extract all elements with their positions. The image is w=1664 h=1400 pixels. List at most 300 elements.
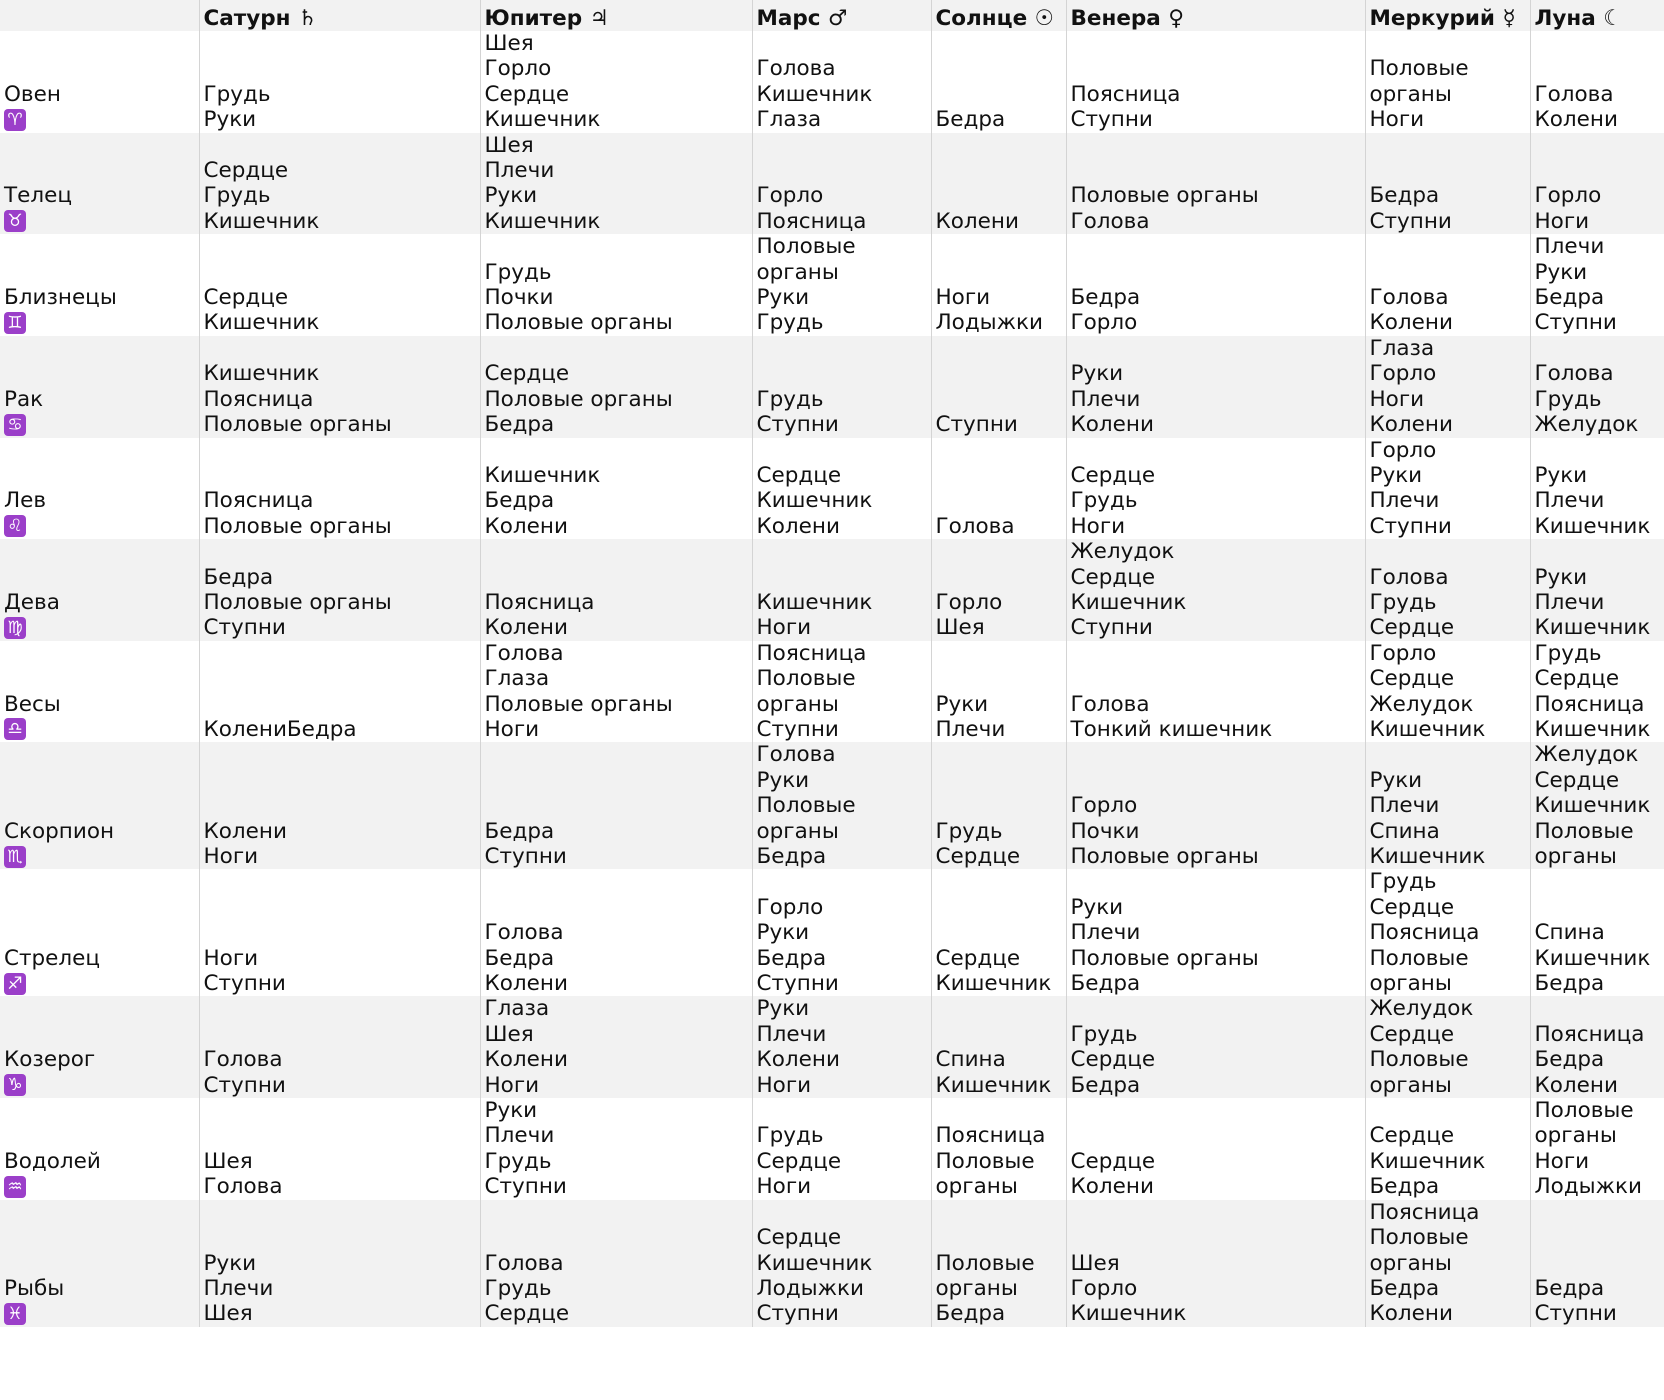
zodiac-sign-cell: [0, 1200, 199, 1327]
body-part-text: Грудь: [1070, 488, 1138, 514]
table-body: [0, 31, 1664, 1327]
body-part-text: Поясница: [203, 386, 314, 412]
body-part-text: Горло: [1369, 437, 1437, 463]
body-part-text: Кишечник: [203, 310, 320, 336]
body-part-text: Лодыжки: [935, 310, 1043, 336]
body-parts-cell: [1530, 133, 1664, 235]
body-part-text: Половые: [1534, 818, 1634, 844]
body-part-text: Бедра: [1534, 971, 1605, 997]
body-parts-cell: [1066, 133, 1365, 235]
body-part-text: Горло: [1070, 1275, 1138, 1301]
body-parts-cell: [1530, 1098, 1664, 1200]
body-part-text: Кишечник: [1534, 513, 1651, 539]
body-part-text: Шея: [935, 615, 985, 641]
body-part-text: Кишечник: [1070, 589, 1187, 615]
body-part-text: Ступни: [1070, 615, 1153, 641]
body-parts-cell: [752, 1200, 931, 1327]
body-parts-cell: [752, 641, 931, 743]
body-part-text: Половые органы: [203, 412, 392, 438]
body-part-text: Ступни: [1534, 310, 1617, 336]
body-part-text: Горло: [756, 894, 824, 920]
body-parts-cell: [1066, 996, 1365, 1098]
body-part-text: Кишечник: [1534, 945, 1651, 971]
body-parts-cell: [480, 438, 752, 540]
body-part-text: Руки: [484, 1098, 538, 1124]
body-part-text: Шея: [203, 1301, 253, 1327]
zodiac-sign-icon: ♑: [4, 1074, 26, 1096]
body-part-text: Руки: [1534, 462, 1588, 488]
body-part-text: Ступни: [1369, 513, 1452, 539]
zodiac-sign-cell: [0, 641, 199, 743]
body-parts-cell: [1066, 234, 1365, 336]
body-part-text: Голова: [203, 1047, 283, 1073]
body-part-text: Плечи: [1070, 920, 1141, 946]
body-parts-cell: [480, 234, 752, 336]
body-part-text: Колени: [1369, 310, 1453, 336]
body-parts-cell: [1365, 539, 1530, 641]
column-header: Солнце ☉: [931, 0, 1066, 31]
body-part-text: Бедра: [484, 945, 555, 971]
body-part-text: Лодыжки: [756, 1275, 864, 1301]
body-part-text: Кишечник: [935, 971, 1052, 997]
zodiac-glyph-line: [4, 1301, 199, 1326]
body-part-text: Ноги: [756, 1174, 812, 1200]
body-part-text: Половые: [1369, 945, 1469, 971]
body-part-text: Ступни: [1070, 107, 1153, 133]
body-part-text: Кишечник: [1070, 1301, 1187, 1327]
body-part-text: органы: [935, 1174, 1018, 1200]
body-part-text: Голова: [756, 56, 836, 82]
body-parts-cell: [931, 1200, 1066, 1327]
zodiac-sign-cell: [0, 336, 199, 438]
body-part-text: Плечи: [1369, 488, 1440, 514]
body-part-text: Голова: [1070, 208, 1150, 234]
body-part-text: Сердце: [203, 158, 289, 184]
body-part-text: Колени: [756, 513, 840, 539]
zodiac-sign-cell: [0, 1098, 199, 1200]
body-part-text: Половые органы: [203, 589, 392, 615]
body-part-text: Ноги: [935, 285, 991, 311]
zodiac-glyph-line: [4, 412, 199, 437]
body-part-text: Сердце: [1369, 1021, 1455, 1047]
body-parts-cell: [1066, 31, 1365, 133]
body-part-text: Половые органы: [1070, 945, 1259, 971]
zodiac-sign-cell: [0, 539, 199, 641]
body-part-text: Кишечник: [756, 1250, 873, 1276]
body-part-text: Голова: [484, 920, 564, 946]
body-part-text: Грудь: [935, 818, 1003, 844]
body-part-text: Плечи: [1534, 234, 1605, 260]
zodiac-sign-name: Овен: [4, 81, 61, 107]
zodiac-sign-icon: ♐: [4, 973, 26, 995]
zodiac-glyph-line: [4, 514, 199, 539]
zodiac-sign-icon: ♓: [4, 1303, 26, 1325]
body-part-text: Плечи: [1534, 589, 1605, 615]
body-part-text: Шея: [1070, 1250, 1120, 1276]
body-part-text: Сердце: [935, 844, 1021, 869]
zodiac-sign-icon: ♊: [4, 312, 26, 334]
body-part-text: Горло: [935, 589, 1003, 615]
column-header: Луна ☾: [1530, 0, 1664, 31]
body-parts-cell: [199, 539, 480, 641]
body-parts-cell: [752, 234, 931, 336]
body-part-text: Голова: [935, 513, 1015, 539]
body-part-text: Голова: [1369, 285, 1449, 311]
body-part-text: Ноги: [756, 615, 812, 641]
body-part-text: Плечи: [203, 1275, 274, 1301]
body-part-text: Глаза: [484, 996, 550, 1022]
body-parts-cell: [199, 742, 480, 869]
body-part-text: Глаза: [1369, 335, 1435, 361]
body-parts-cell: [1066, 1200, 1365, 1327]
body-part-text: Грудь: [203, 81, 271, 107]
zodiac-glyph-line: [4, 615, 199, 640]
body-part-text: Сердце: [203, 285, 289, 311]
body-parts-cell: [931, 641, 1066, 743]
body-parts-cell: [752, 133, 931, 235]
zodiac-glyph-line: [4, 107, 199, 132]
body-part-text: Поясница: [935, 1123, 1046, 1149]
body-parts-cell: [480, 1098, 752, 1200]
body-part-text: Сердце: [1070, 564, 1156, 590]
body-part-text: Ноги: [203, 945, 259, 971]
body-parts-cell: [1365, 336, 1530, 438]
body-part-text: Колени: [1534, 1072, 1618, 1098]
body-parts-cell: [1365, 1200, 1530, 1327]
body-part-text: Грудь: [1369, 869, 1437, 895]
body-parts-cell: [931, 133, 1066, 235]
body-part-text: Поясница: [756, 208, 867, 234]
body-part-text: Почки: [484, 285, 554, 311]
body-part-text: Руки: [1070, 361, 1124, 387]
body-part-text: Спина: [935, 1047, 1006, 1073]
body-part-text: Колени: [484, 513, 568, 539]
body-part-text: Плечи: [484, 158, 555, 184]
zodiac-glyph-line: [4, 971, 199, 996]
body-parts-cell: [1365, 438, 1530, 540]
body-part-text: Руки: [756, 920, 810, 946]
body-part-text: органы: [756, 691, 839, 717]
zodiac-sign-name: Близнецы: [4, 285, 117, 311]
body-part-text: Бедра: [1070, 971, 1141, 997]
body-part-text: Кишечник: [1534, 793, 1651, 819]
zodiac-sign-icon: ♎: [4, 718, 26, 740]
body-parts-cell: [199, 438, 480, 540]
body-part-text: Плечи: [484, 1123, 555, 1149]
body-part-text: Ноги: [1534, 1148, 1590, 1174]
body-part-text: Горло: [1534, 183, 1602, 209]
body-part-text: органы: [935, 1275, 1018, 1301]
zodiac-sign-name: Стрелец: [4, 945, 101, 971]
body-part-text: Желудок: [1369, 996, 1474, 1022]
body-parts-cell: [1365, 1098, 1530, 1200]
body-part-text: Половые органы: [484, 310, 673, 336]
body-parts-cell: [1066, 641, 1365, 743]
body-part-text: Ступни: [203, 1072, 286, 1098]
body-part-text: Грудь: [756, 386, 824, 412]
body-part-text: Грудь: [756, 310, 824, 336]
body-part-text: органы: [1369, 1250, 1452, 1276]
zodiac-glyph-line: [4, 717, 199, 742]
body-parts-cell: [1365, 234, 1530, 336]
body-parts-cell: [931, 234, 1066, 336]
body-part-text: Голова: [203, 1174, 283, 1200]
zodiac-sign-icon: ♒: [4, 1176, 26, 1198]
body-part-text: Колени: [1369, 412, 1453, 438]
zodiac-sign-cell: [0, 31, 199, 133]
body-part-text: Кишечник: [1369, 1148, 1486, 1174]
body-part-text: Ступни: [935, 412, 1018, 438]
body-part-text: Поясница: [203, 488, 314, 514]
body-parts-cell: [752, 869, 931, 996]
body-part-text: Половые органы: [1070, 183, 1259, 209]
body-part-text: Желудок: [1070, 539, 1175, 565]
body-parts-cell: [752, 438, 931, 540]
body-part-text: Спина: [1369, 818, 1440, 844]
body-part-text: Бедра: [1534, 1047, 1605, 1073]
table-row: [0, 869, 1664, 996]
column-header: Юпитер ♃: [480, 0, 752, 31]
body-part-text: органы: [756, 818, 839, 844]
body-part-text: Кишечник: [1534, 716, 1651, 742]
body-parts-cell: [199, 31, 480, 133]
body-part-text: Бедра: [756, 844, 827, 869]
body-part-text: Руки: [1369, 462, 1423, 488]
body-part-text: Половые органы: [484, 691, 673, 717]
body-part-text: Плечи: [935, 716, 1006, 742]
table-row: [0, 1098, 1664, 1200]
body-parts-cell: [1530, 539, 1664, 641]
body-parts-cell: [1066, 869, 1365, 996]
zodiac-sign-icon: ♍: [4, 617, 26, 639]
body-part-text: Колени: [203, 818, 287, 844]
body-part-text: Голова: [756, 742, 836, 768]
body-parts-cell: [1066, 1098, 1365, 1200]
body-part-text: Грудь: [1534, 640, 1602, 666]
body-part-text: Кишечник: [1534, 615, 1651, 641]
body-part-text: Половые: [756, 793, 856, 819]
body-parts-cell: [1066, 742, 1365, 869]
body-part-text: Кишечник: [484, 208, 601, 234]
body-parts-cell: [1365, 742, 1530, 869]
body-part-text: Ступни: [484, 1174, 567, 1200]
body-part-text: Кишечник: [484, 462, 601, 488]
body-parts-cell: [199, 1098, 480, 1200]
zodiac-sign-icon: ♋: [4, 414, 26, 436]
body-part-text: Бедра: [1369, 1275, 1440, 1301]
body-part-text: Бедра: [1534, 1275, 1605, 1301]
body-parts-cell: [931, 336, 1066, 438]
body-parts-cell: [752, 539, 931, 641]
body-part-text: Руки: [756, 767, 810, 793]
body-parts-cell: [199, 336, 480, 438]
body-part-text: Ноги: [484, 1072, 540, 1098]
table-row: [0, 1200, 1664, 1327]
body-part-text: Ноги: [1070, 513, 1126, 539]
body-parts-cell: [1530, 234, 1664, 336]
body-part-text: Поясница: [1369, 1199, 1480, 1225]
body-parts-cell: [480, 641, 752, 743]
table-row: [0, 234, 1664, 336]
zodiac-glyph-line: [4, 1174, 199, 1199]
table-row: [0, 742, 1664, 869]
zodiac-sign-name: Телец: [4, 183, 72, 209]
body-part-text: Половые органы: [203, 513, 392, 539]
body-parts-cell: [1530, 31, 1664, 133]
body-part-text: Шея: [484, 31, 534, 56]
body-part-text: Сердце: [756, 1225, 842, 1251]
body-part-text: Грудь: [484, 1275, 552, 1301]
table-row: [0, 336, 1664, 438]
table-row: [0, 133, 1664, 235]
body-part-text: Грудь: [1070, 1021, 1138, 1047]
body-part-text: Половые: [1369, 56, 1469, 82]
body-part-text: Бедра: [484, 818, 555, 844]
body-part-text: органы: [1369, 1072, 1452, 1098]
body-parts-cell: [480, 996, 752, 1098]
body-part-text: Ступни: [203, 615, 286, 641]
body-part-text: Руки: [1369, 767, 1423, 793]
zodiac-glyph-line: [4, 1073, 199, 1098]
body-part-text: Руки: [203, 1250, 257, 1276]
body-part-text: Голова: [1534, 81, 1614, 107]
body-parts-cell: [480, 1200, 752, 1327]
body-part-text: Бедра: [756, 945, 827, 971]
body-part-text: Ступни: [756, 1301, 839, 1327]
body-part-text: органы: [756, 259, 839, 285]
body-part-text: Ноги: [1534, 208, 1590, 234]
body-part-text: Бедра: [1070, 1072, 1141, 1098]
body-part-text: Руки: [1534, 564, 1588, 590]
body-parts-cell: [1066, 539, 1365, 641]
body-parts-cell: [480, 336, 752, 438]
body-part-text: Кишечник: [1369, 844, 1486, 869]
body-parts-cell: [480, 133, 752, 235]
zodiac-sign-cell: [0, 869, 199, 996]
body-part-text: Почки: [1070, 818, 1140, 844]
body-part-text: Голова: [484, 1250, 564, 1276]
table-row: [0, 31, 1664, 133]
body-part-text: органы: [1369, 81, 1452, 107]
body-part-text: Сердце: [1070, 1148, 1156, 1174]
body-part-text: Бедра: [484, 412, 555, 438]
body-part-text: Руки: [203, 107, 257, 133]
body-part-text: Сердце: [1369, 615, 1455, 641]
body-part-text: Половые: [756, 666, 856, 692]
body-part-text: Поясница: [1534, 691, 1645, 717]
body-part-text: Шея: [484, 1021, 534, 1047]
zodiac-sign-name: Лев: [4, 488, 47, 514]
body-part-text: Поясница: [1534, 1021, 1645, 1047]
body-parts-cell: [1530, 438, 1664, 540]
body-parts-cell: [199, 641, 480, 743]
body-parts-cell: [199, 1200, 480, 1327]
body-part-text: Ступни: [756, 412, 839, 438]
body-parts-cell: [1530, 742, 1664, 869]
body-part-text: Тонкий кишечник: [1070, 716, 1273, 742]
zodiac-sign-name: Козерог: [4, 1047, 96, 1073]
column-header: Венера ♀: [1066, 0, 1365, 31]
zodiac-sign-cell: [0, 742, 199, 869]
body-part-text: Половые: [935, 1148, 1035, 1174]
body-part-text: Бедра: [1369, 1174, 1440, 1200]
body-parts-cell: [1066, 438, 1365, 540]
body-part-text: Половые: [935, 1250, 1035, 1276]
body-part-text: Сердце: [1369, 894, 1455, 920]
body-part-text: Голова: [1070, 691, 1150, 717]
column-header: Марс ♂: [752, 0, 931, 31]
body-part-text: КолениБедра: [203, 716, 357, 742]
body-part-text: Ступни: [1534, 1301, 1617, 1327]
body-part-text: Сердце: [756, 462, 842, 488]
body-part-text: Горло: [484, 56, 552, 82]
body-part-text: Колени: [484, 971, 568, 997]
zodiac-sign-icon: ♌: [4, 515, 26, 537]
body-parts-cell: [1530, 1200, 1664, 1327]
zodiac-sign-cell: [0, 996, 199, 1098]
body-part-text: Сердце: [484, 1301, 570, 1327]
body-part-text: Горло: [1369, 361, 1437, 387]
table-row: [0, 996, 1664, 1098]
body-part-text: Ноги: [1369, 386, 1425, 412]
body-part-text: Руки: [484, 183, 538, 209]
body-parts-cell: [1365, 869, 1530, 996]
zodiac-sign-name: Рак: [4, 386, 44, 412]
body-parts-cell: [1365, 641, 1530, 743]
body-part-text: Колени: [756, 1047, 840, 1073]
body-part-text: Половые: [756, 234, 856, 260]
body-parts-cell: [931, 1098, 1066, 1200]
header-corner: [0, 0, 199, 31]
body-part-text: Руки: [1070, 894, 1124, 920]
body-part-text: Бедра: [1369, 183, 1440, 209]
body-part-text: Шея: [484, 132, 534, 158]
header-row: [0, 0, 1664, 31]
body-part-text: Ступни: [756, 971, 839, 997]
zodiac-glyph-line: [4, 844, 199, 869]
body-part-text: Кишечник: [756, 488, 873, 514]
body-part-text: Поясница: [1070, 81, 1181, 107]
zodiac-sign-name: Скорпион: [4, 818, 115, 844]
body-part-text: Сердце: [1534, 767, 1620, 793]
body-parts-cell: [931, 996, 1066, 1098]
body-part-text: Сердце: [1534, 666, 1620, 692]
body-parts-cell: [1530, 641, 1664, 743]
body-part-text: Грудь: [484, 1148, 552, 1174]
body-part-text: Ноги: [203, 844, 259, 869]
body-part-text: Горло: [1369, 640, 1437, 666]
body-part-text: Руки: [756, 996, 810, 1022]
zodiac-sign-name: Дева: [4, 589, 60, 615]
zodiac-sign-icon: ♏: [4, 846, 26, 868]
body-part-text: Колени: [1369, 1301, 1453, 1327]
body-part-text: Желудок: [1369, 691, 1474, 717]
body-parts-cell: [480, 869, 752, 996]
zodiac-sign-icon: ♉: [4, 210, 26, 232]
body-parts-cell: [1365, 133, 1530, 235]
body-part-text: Ступни: [1369, 208, 1452, 234]
body-part-text: Грудь: [1534, 386, 1602, 412]
body-parts-cell: [752, 31, 931, 133]
body-part-text: Ноги: [1369, 107, 1425, 133]
body-part-text: Бедра: [935, 1301, 1006, 1327]
body-part-text: Горло: [1070, 310, 1138, 336]
body-parts-cell: [752, 996, 931, 1098]
body-part-text: Поясница: [484, 589, 595, 615]
body-part-text: Плечи: [1534, 488, 1605, 514]
body-part-text: Колени: [1534, 107, 1618, 133]
body-part-text: Плечи: [1369, 793, 1440, 819]
